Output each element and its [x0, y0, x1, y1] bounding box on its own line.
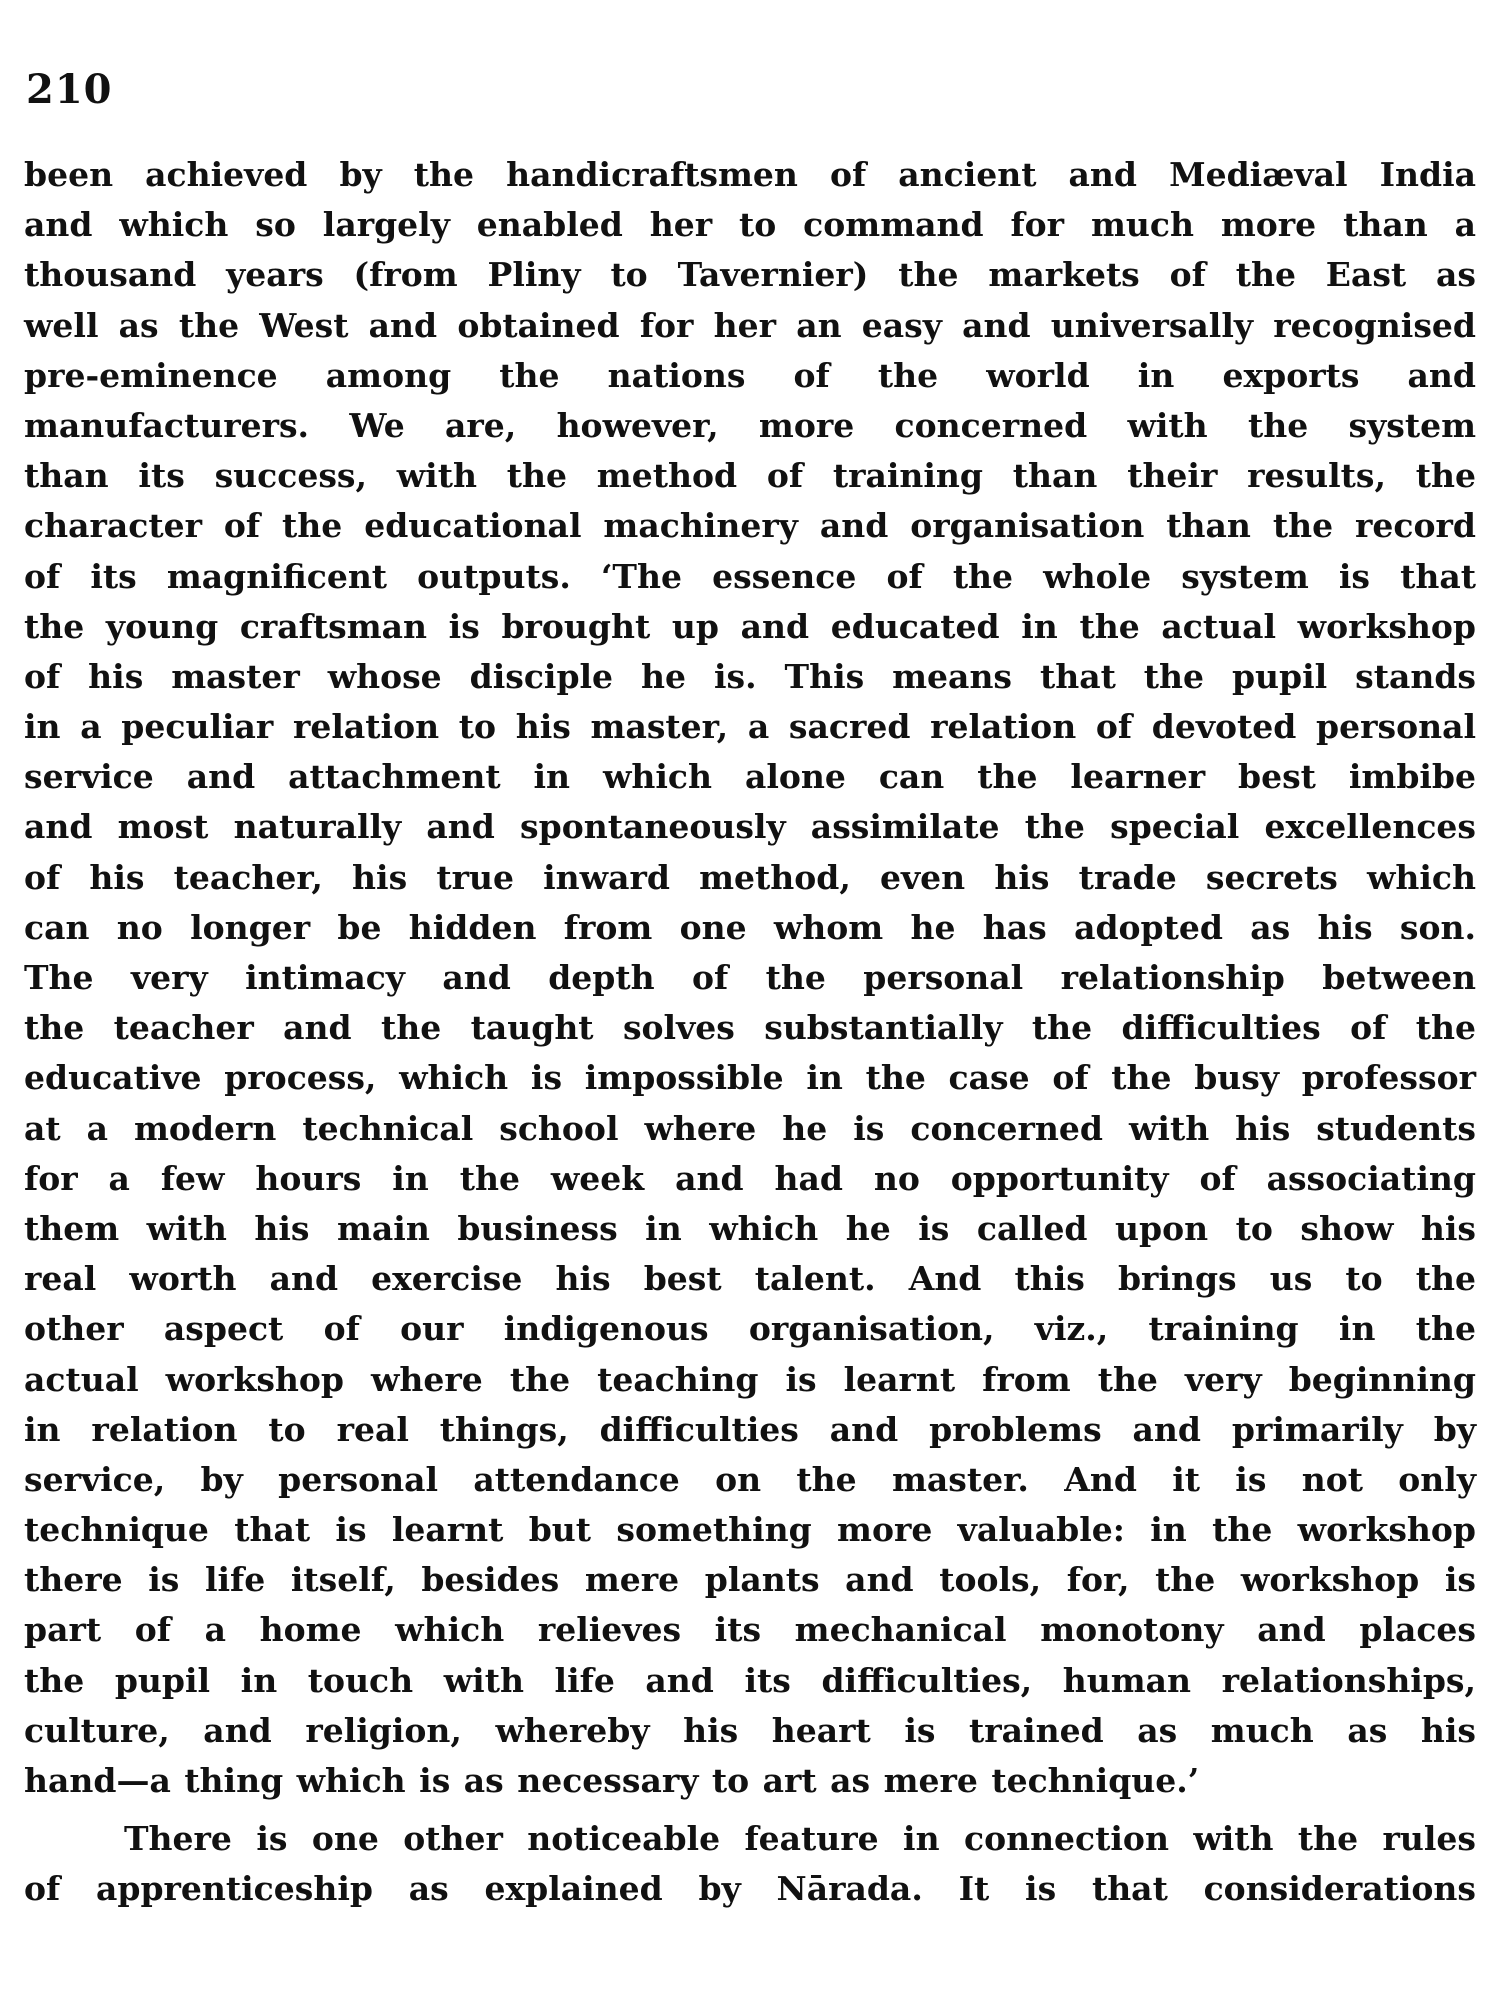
- text-line: real worth and exercise his best talent. And this brings us to the: [24, 1259, 1476, 1299]
- text-line: than its success, with the method of training than their results, the: [24, 456, 1476, 496]
- text-line: can no longer be hidden from one whom he has adopted as his son.: [24, 907, 1476, 947]
- page-number: 210: [26, 66, 113, 113]
- text-line: of his teacher, his true inward method, even his trade secrets which: [24, 857, 1476, 897]
- text-line: at a modern technical school where he is concerned with his students: [24, 1108, 1476, 1148]
- text-line: well as the West and obtained for her an easy and universally recognised: [24, 305, 1476, 345]
- text-line: of apprenticeship as explained by Nārada. It is that considerations: [24, 1869, 1476, 1909]
- text-line: in a peculiar relation to his master, a sacred relation of devoted personal: [24, 707, 1476, 747]
- text-line: the teacher and the taught solves substantially the difficulties of the: [24, 1008, 1476, 1048]
- text-line: manufacturers. We are, however, more concerned with the system: [24, 405, 1476, 445]
- text-line: thousand years (from Pliny to Tavernier) the markets of the East as: [24, 255, 1476, 295]
- text-line: the pupil in touch with life and its difficulties, human relationships,: [24, 1660, 1476, 1700]
- text-line: of its magnificent outputs. ‘The essence of the whole system is that: [24, 556, 1476, 596]
- text-line: The very intimacy and depth of the personal relationship between: [24, 958, 1476, 997]
- text-line: other aspect of our indigenous organisation, viz., training in the: [24, 1309, 1476, 1349]
- text-line: culture, and religion, whereby his heart is trained as much as his: [24, 1710, 1476, 1750]
- text-line: actual workshop where the teaching is learnt from the very beginning: [24, 1359, 1476, 1399]
- text-line: service, by personal attendance on the master. And it is not only: [24, 1459, 1476, 1499]
- text-line: there is life itself, besides mere plants and tools, for, the workshop is: [24, 1560, 1476, 1600]
- text-line: educative process, which is impossible in the case of the busy professor: [24, 1058, 1476, 1098]
- text-line: service and attachment in which alone can the learner best imbibe: [24, 757, 1476, 797]
- text-line: been achieved by the handicraftsmen of ancient and Mediæval India: [24, 155, 1476, 194]
- text-line: of his master whose disciple he is. This means that the pupil stands: [24, 656, 1476, 696]
- paragraph-start-line: There is one other noticeable feature in connection with the rules: [124, 1819, 1476, 1859]
- text-line: and which so largely enabled her to command for much more than a: [24, 205, 1476, 245]
- paragraph-end-line: hand—a thing which is as necessary to art as mere technique.’: [24, 1761, 1200, 1800]
- text-line: technique that is learnt but something more valuable: in the workshop: [24, 1510, 1476, 1550]
- text-line: pre-eminence among the nations of the world in exports and: [24, 355, 1476, 395]
- text-line: character of the educational machinery and organisation than the record: [24, 506, 1476, 546]
- body-text: [24, 150, 1476, 1915]
- text-line: them with his main business in which he is called upon to show his: [24, 1208, 1476, 1248]
- text-line: in relation to real things, difficulties and problems and primarily by: [24, 1409, 1476, 1449]
- text-line: part of a home which relieves its mechanical monotony and places: [24, 1610, 1476, 1650]
- text-line: the young craftsman is brought up and educated in the actual workshop: [24, 606, 1476, 646]
- text-line: for a few hours in the week and had no opportunity of associating: [24, 1158, 1476, 1198]
- text-line: and most naturally and spontaneously assimilate the special excellences: [24, 807, 1476, 847]
